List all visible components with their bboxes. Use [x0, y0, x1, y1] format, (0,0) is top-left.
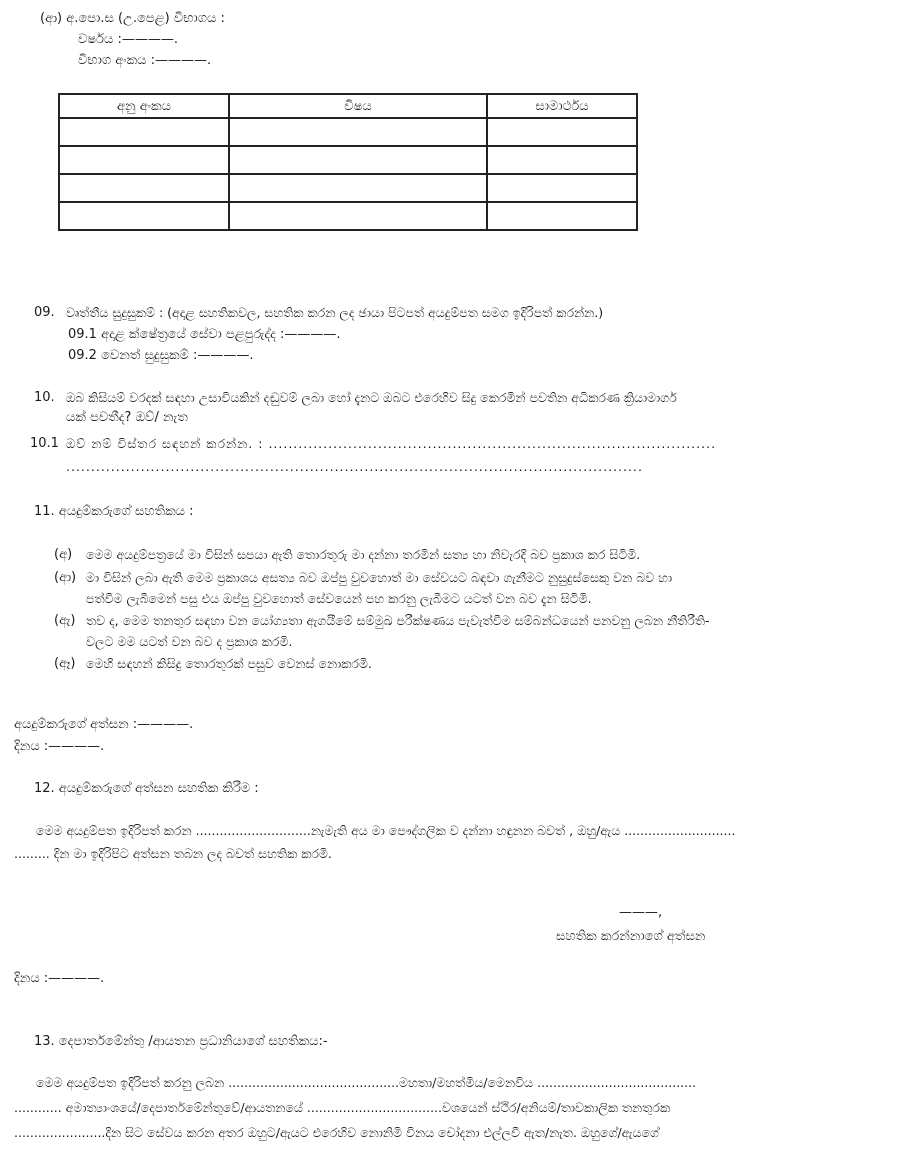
- column-header-serial: අනු අංකය: [59, 94, 229, 118]
- q11-item-c-line2: වලට මම යටත් වන බව ද ප්‍රකාශ කරමි.: [86, 634, 293, 649]
- table-cell[interactable]: [487, 146, 637, 174]
- q10-sub-number: 10.1: [30, 436, 59, 451]
- q10-sub-dotted-line[interactable]: ....................................................................................................................: [66, 459, 643, 474]
- table-cell[interactable]: [229, 146, 487, 174]
- column-header-subject: විෂය: [229, 94, 487, 118]
- q13-line2: ............ අමාත්‍යාංශයේ/දෙපාර්තමේන්තුවේ/ආයතනයේ ..................................වශයෙන් ස්ථිර/අනියම්/තාවකාලික තනතුරක: [14, 1100, 671, 1115]
- table-row: [59, 202, 637, 230]
- table-cell[interactable]: [59, 146, 229, 174]
- table-row: [59, 146, 637, 174]
- q11-item-b-line2: පත්වීම ලැබීමෙන් පසු එය ඔප්පු වුවහොත් සේවයෙන් පහ කරනු ලැබීමට යටත් වන බව දැන සිටිමි.: [86, 591, 592, 606]
- table-header-row: [59, 94, 637, 118]
- q11-item-d-text: මෙහි සඳහන් කිසිදු තොරතුරක් පසුව වෙනස් නොකරමි.: [86, 656, 372, 671]
- table-cell[interactable]: [229, 118, 487, 146]
- q11-heading: 11. අයදුම්කරුගේ සහතිකය :: [34, 504, 194, 519]
- results-table: [58, 93, 638, 231]
- table-cell[interactable]: [229, 202, 487, 230]
- q13-line3: .......................දින සිට සේවය කරන අතර ඔහුට/ඇයට එරෙහිව නොනිමි විනය චෝදනා එල්ලවී ඇත/නැත. ඔහුගේ/ඇයගේ: [14, 1125, 659, 1140]
- table-row: [59, 174, 637, 202]
- q12-line1: මෙම අයදුම්පත ඉදිරිපත් කරන .............................නැමැති අය මා පෞද්ගලික ව දන්නා හඳුනන බවත් , ඔහු/ඇය ............................: [36, 823, 736, 838]
- column-header-grade: සාමාර්ථය: [487, 94, 637, 118]
- section-a-heading: (ආ) අ.පො.ස (උ.පෙළ) විභාගය :: [40, 11, 225, 26]
- q10-sub-text[interactable]: ඔව් නම් විස්තර සඳහන් කරන්න. : ..........................................................................................: [66, 436, 717, 451]
- table-cell[interactable]: [487, 118, 637, 146]
- q13-line1: මෙම අයදුම්පත ඉදිරිපත් කරනු ලබන ...........................................මහතා/මහත්මිය/මෙනවිය ........................................: [36, 1075, 697, 1090]
- certifier-signature-label: සහතික කරන්නාගේ අත්සන: [556, 929, 706, 944]
- table-cell[interactable]: [59, 202, 229, 230]
- q10-line1: ඔබ කිසියම් වරදක් සඳහා උසාවියකින් දඬුවම් ලබා හෝ දැනට ඔබට එරෙහිව සිදු කෙරමින් පවතින අධිකරණ ක්‍රියාමාර්ග: [66, 390, 677, 405]
- q11-item-c-line1: තව ද, මෙම තනතුර සඳහා වන යෝග්‍යතා ඇගයීමේ සම්මුඛ පරීක්ෂණය පැවැත්වීම සම්බන්ධයෙන් පනවනු ලබන නීතිරීති-: [86, 613, 710, 628]
- q11-item-b-line1: මා විසින් ලබා ඇති මෙම ප්‍රකාශය අසත්‍ය බව ඔප්පු වුවහොත් මා සේවයට බඳවා ගැනීමට නුසුදුස්සෙකු වන බව හා: [86, 570, 673, 585]
- q11-item-a-text: මෙම අයදුම්පත්‍රයේ මා විසින් සපයා ඇති තොරතුරු මා දන්නා තරමින් සත්‍ය හා නිවැරදි බව ප්‍රකාශ කර සිටිමි.: [86, 547, 641, 562]
- q09-sub1: 09.1 අදාළ ක්ෂේත්‍රයේ සේවා පළපුරුද්ද :————.: [68, 327, 341, 342]
- q11-item-c-mark: (ඇ): [54, 613, 76, 628]
- certifier-signature-mark: ———,: [619, 905, 663, 920]
- q10-number: 10.: [34, 390, 55, 405]
- q12-line2: ......... දින මා ඉදිරිපිට අත්සන තබන ලද බවත් සහතික කරමි.: [14, 846, 332, 861]
- q12-heading: 12. අයදුම්කරුගේ අත්සන සහතික කිරීම :: [34, 781, 259, 796]
- q11-item-a-mark: (අ): [54, 547, 73, 562]
- exam-index-field: විභාග අංකය :————.: [78, 53, 212, 68]
- q09-number: 09.: [34, 305, 55, 320]
- applicant-date-field: දිනය :————.: [14, 739, 105, 754]
- q11-item-b-mark: (ආ): [54, 570, 77, 585]
- q09-text: වෘත්තීය සුදුසුකම් : (අදාළ සහතිකවල, සහතික කරන ලද ඡායා පිටපත් අයදුම්පත සමග ඉදිරිපත් කරන්න.): [66, 305, 604, 320]
- exam-year-field: වර්ෂය :————.: [78, 32, 178, 47]
- q10-line2: යක් පවතීද? ඔව්/ නැත: [66, 410, 188, 425]
- q09-sub2: 09.2 වෙනත් සුදුසුකම් :————.: [68, 348, 254, 363]
- table-row: [59, 118, 637, 146]
- q11-item-d-mark: (ඈ): [54, 656, 76, 671]
- table-cell[interactable]: [487, 174, 637, 202]
- table-cell[interactable]: [229, 174, 487, 202]
- table-cell[interactable]: [59, 174, 229, 202]
- table-cell[interactable]: [487, 202, 637, 230]
- applicant-signature-field: අයදුම්කරුගේ අත්සන :————.: [14, 717, 194, 732]
- table-cell[interactable]: [59, 118, 229, 146]
- certifier-date-field: දිනය :————.: [14, 971, 105, 986]
- q13-heading: 13. දෙපාර්තමේන්තු /ආයතන ප්‍රධානියාගේ සහතිකය:-: [34, 1034, 328, 1049]
